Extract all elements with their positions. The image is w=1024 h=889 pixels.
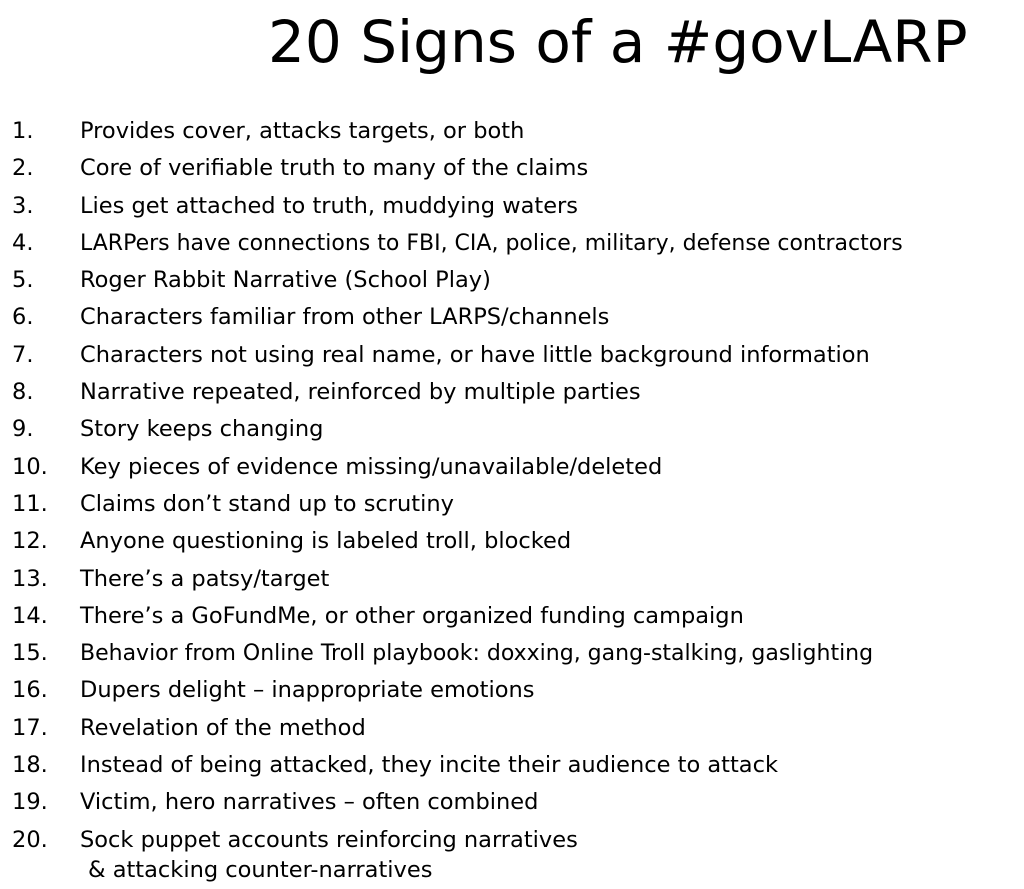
list-item <box>12 374 1017 411</box>
item-text-group <box>80 825 1017 885</box>
item-number: 12. <box>12 528 48 555</box>
item-number: 18. <box>12 752 48 779</box>
item-number: 13. <box>12 565 48 592</box>
list-item <box>12 561 1017 598</box>
item-number: 15. <box>12 640 48 667</box>
signs-list <box>12 113 1017 885</box>
list-item <box>12 150 1017 187</box>
item-text: Core of verifiable truth to many of the claims <box>80 155 589 182</box>
item-text: Lies get attached to truth, muddying waters <box>80 192 579 219</box>
list-item <box>12 188 1017 225</box>
item-number: 11. <box>12 490 48 517</box>
slide-title: 20 Signs of a #govLARP <box>268 8 968 76</box>
item-number: 5. <box>12 267 34 294</box>
item-text: Provides cover, attacks targets, or both <box>80 118 525 144</box>
item-text: Sock puppet accounts reinforcing narratives <box>80 826 578 853</box>
item-text: There’s a patsy/target <box>80 565 330 592</box>
item-text: Characters familiar from other LARPS/channels <box>80 304 610 331</box>
item-text: There’s a GoFundMe, or other organized funding campaign <box>80 602 744 629</box>
item-text: Key pieces of evidence missing/unavailable/deleted <box>80 453 663 480</box>
item-text: Roger Rabbit Narrative (School Play) <box>80 267 491 294</box>
item-number: 14. <box>12 602 48 629</box>
list-item <box>12 411 1017 448</box>
item-number: 16. <box>12 677 48 704</box>
item-text: Victim, hero narratives – often combined <box>80 789 539 816</box>
list-item <box>12 710 1017 747</box>
item-number: 20. <box>12 826 48 853</box>
item-text: Behavior from Online Troll playbook: doxxing, gang-stalking, gaslighting <box>80 641 874 667</box>
list-item <box>12 635 1017 672</box>
item-text: Claims don’t stand up to scrutiny <box>80 490 454 517</box>
list-item <box>12 449 1017 486</box>
item-text: LARPers have connections to FBI, CIA, police, military, defense contractors <box>80 230 903 256</box>
item-number: 6. <box>12 304 34 331</box>
list-item <box>12 262 1017 299</box>
item-text: Narrative repeated, reinforced by multiple parties <box>80 379 641 406</box>
list-item <box>12 598 1017 635</box>
list-item <box>12 523 1017 560</box>
list-item <box>12 337 1017 374</box>
item-number: 9. <box>12 416 34 443</box>
list-item <box>12 747 1017 784</box>
item-text: Characters not using real name, or have little background information <box>80 341 870 368</box>
item-number: 4. <box>12 229 34 256</box>
item-number: 1. <box>12 118 34 144</box>
item-text-continuation: & attacking counter-narratives <box>88 856 433 883</box>
list-item <box>12 113 1017 150</box>
item-number: 19. <box>12 789 48 816</box>
item-text: Instead of being attacked, they incite their audience to attack <box>80 752 778 779</box>
item-number: 10. <box>12 453 48 480</box>
list-item <box>12 784 1017 821</box>
item-number: 17. <box>12 714 48 741</box>
list-item <box>12 486 1017 523</box>
list-item <box>12 672 1017 709</box>
list-item <box>12 299 1017 336</box>
item-number: 3. <box>12 192 34 219</box>
item-text: Story keeps changing <box>80 416 324 443</box>
item-text: Anyone questioning is labeled troll, blocked <box>80 528 572 555</box>
list-item <box>12 225 1017 262</box>
item-number: 2. <box>12 155 34 182</box>
item-number: 7. <box>12 341 34 368</box>
item-number: 8. <box>12 379 34 406</box>
item-text: Revelation of the method <box>80 714 366 741</box>
list-item <box>12 822 1017 885</box>
item-text: Dupers delight – inappropriate emotions <box>80 677 535 704</box>
